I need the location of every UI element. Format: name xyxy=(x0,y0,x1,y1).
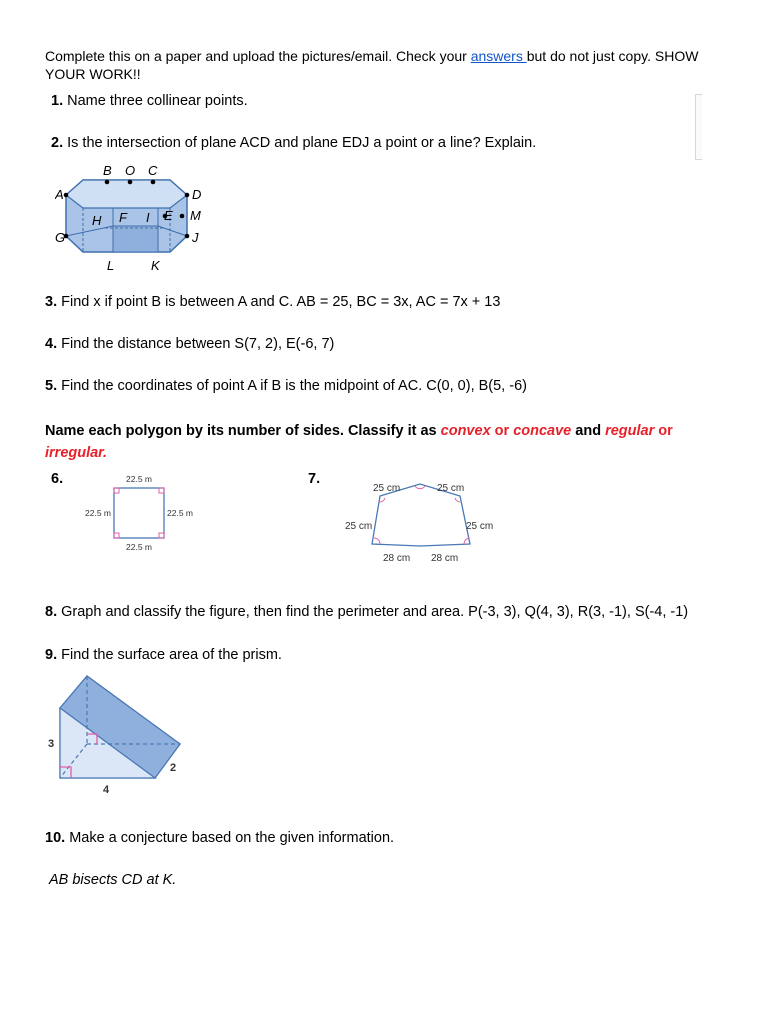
and-word: and xyxy=(571,423,606,439)
hex-bottom-left-label: 28 cm xyxy=(383,553,411,564)
prism-top-face xyxy=(66,180,187,208)
label-O: O xyxy=(125,163,136,178)
hex-bottom-right-label: 28 cm xyxy=(431,553,459,564)
label-G: G xyxy=(55,230,66,245)
question-text: Find x if point B is between A and C. AB = 25, BC = 3x, AC = 7x + 13 xyxy=(57,294,501,310)
question-number: 4. xyxy=(45,336,58,352)
question-number: 10. xyxy=(45,830,66,846)
instructions-text: Complete this on a paper and upload the pictures/email. Check your xyxy=(45,48,471,64)
prism-front-face xyxy=(113,226,158,252)
label-L: L xyxy=(107,258,115,273)
square-figure xyxy=(80,470,210,555)
question-8 xyxy=(45,604,688,620)
hex-right-label: 25 cm xyxy=(466,521,494,532)
question-number: 3. xyxy=(45,294,58,310)
irregular-word: irregular. xyxy=(45,445,108,461)
hexagon-figure xyxy=(340,474,510,569)
convex-word: convex xyxy=(440,423,491,439)
or-word: or xyxy=(490,423,514,439)
hex-top-right-label: 25 cm xyxy=(437,483,465,494)
question-number: 8. xyxy=(45,604,58,620)
question-10 xyxy=(45,830,394,846)
side-scroll-marker[interactable] xyxy=(695,94,702,160)
label-A: A xyxy=(55,187,64,202)
question-text: Find the surface area of the prism. xyxy=(57,647,282,663)
regular-word: regular xyxy=(605,423,655,439)
label-I: I xyxy=(146,210,150,225)
question-number: 9. xyxy=(45,647,58,663)
given-statement: AB bisects CD at K. xyxy=(49,872,177,888)
question-text: Name three collinear points. xyxy=(63,93,248,109)
label-K: K xyxy=(151,258,160,273)
question-number: 1. xyxy=(51,93,64,109)
question-9 xyxy=(45,647,282,663)
dim-height-label: 3 xyxy=(48,738,55,750)
question-text: Make a conjecture based on the given information. xyxy=(65,830,395,846)
instructions-text-end: but do not just copy. SHOW YOUR WORK!! xyxy=(45,48,699,82)
hexagonal-prism-figure xyxy=(55,158,215,278)
label-M: M xyxy=(190,208,201,223)
polygon-section-header xyxy=(45,420,735,464)
question-6 xyxy=(51,471,63,487)
label-J: J xyxy=(192,230,199,245)
square-bottom-label: 22.5 m xyxy=(126,542,152,552)
question-2 xyxy=(51,135,536,151)
question-text: Graph and classify the figure, then find the perimeter and area. P(-3, 3), Q(4, 3), R(3, -1), S(-4, -1) xyxy=(57,604,689,620)
question-text: Is the intersection of plane ACD and plane EDJ a point or a line? Explain. xyxy=(63,135,537,151)
square-top-label: 22.5 m xyxy=(126,474,152,484)
question-number: 6. xyxy=(51,471,64,487)
instructions xyxy=(45,47,725,83)
question-4 xyxy=(45,336,334,352)
hex-left-label: 25 cm xyxy=(345,521,373,532)
label-C: C xyxy=(148,163,158,178)
answers-link[interactable]: answers xyxy=(470,48,527,64)
question-5 xyxy=(45,378,527,394)
question-text: Find the distance between S(7, 2), E(-6, 7) xyxy=(57,336,335,352)
label-B: B xyxy=(103,163,112,178)
dim-width-label: 4 xyxy=(103,784,110,796)
question-number: 7. xyxy=(308,471,321,487)
label-H: H xyxy=(92,213,102,228)
square-left-label: 22.5 m xyxy=(85,508,111,518)
question-text: Find the coordinates of point A if B is the midpoint of AC. C(0, 0), B(5, -6) xyxy=(57,378,527,394)
question-1 xyxy=(51,93,248,109)
or-word: or xyxy=(654,423,673,439)
header-text: Name each polygon by its number of sides. Classify it as xyxy=(45,423,441,439)
square-right-label: 22.5 m xyxy=(167,508,193,518)
question-3 xyxy=(45,294,500,310)
label-D: D xyxy=(192,187,202,202)
label-E: E xyxy=(164,208,173,223)
question-7 xyxy=(308,471,320,487)
square xyxy=(114,488,164,538)
label-F: F xyxy=(119,210,127,225)
hex-top-left-label: 25 cm xyxy=(373,483,401,494)
question-number: 5. xyxy=(45,378,58,394)
dim-depth-label: 2 xyxy=(170,762,177,774)
concave-word: concave xyxy=(513,423,572,439)
triangular-prism-figure xyxy=(45,668,190,798)
question-number: 2. xyxy=(51,135,64,151)
